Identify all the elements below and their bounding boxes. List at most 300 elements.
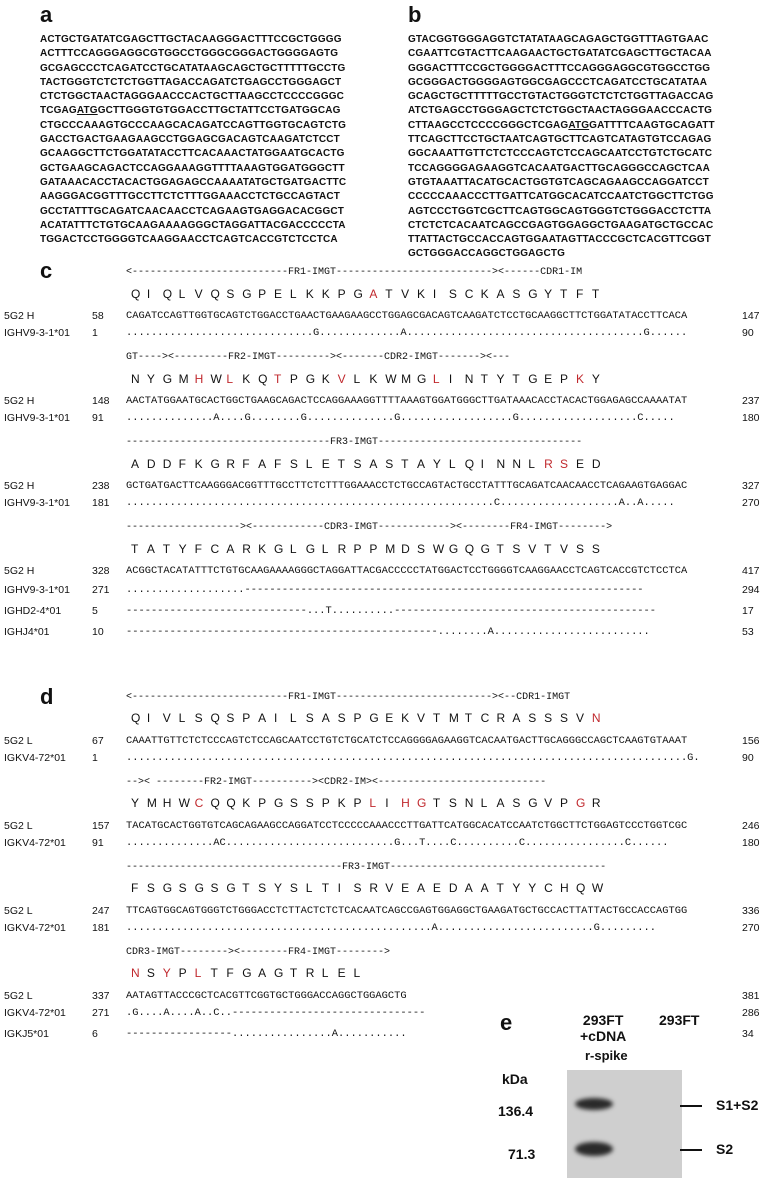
sequence-line: GCGAGCCCTCAGATCCTGCATATAAGCAGCTGCTTTTTGCCTG (40, 62, 346, 74)
panel-b-sequence (408, 33, 758, 262)
amino-acid: C (210, 542, 220, 556)
amino-acid: A (258, 457, 267, 471)
amino-acid-row (131, 966, 369, 980)
nucleotide-sequence: ...................---------------------------------------------------------------- (126, 584, 644, 596)
amino-acid: N (512, 457, 522, 471)
sequence-label: 5G2 H (4, 310, 35, 322)
amino-acid: F (575, 287, 584, 301)
amino-acid: E (274, 287, 283, 301)
amino-acid: G (305, 372, 316, 386)
panel-label-b: b (408, 2, 422, 27)
amino-acid: H (162, 796, 172, 810)
nucleotide-sequence: GCTGATGACTTCAAGGGACGGTTTGCCTTCTCTTTGGAAACCTCTGCCAGTACTGCCTATTTGCAGATCAACAACCTCAGAAGTGAGGAC (126, 480, 688, 492)
amino-acid: N (131, 966, 140, 980)
amino-acid: L (353, 372, 361, 386)
amino-acid: A (417, 457, 426, 471)
amino-acid: S (512, 287, 521, 301)
amino-acid: F (274, 457, 282, 471)
amino-acid: P (369, 542, 378, 556)
band-label-s1s2: S1+S2 (716, 1097, 759, 1113)
position-start: 5 (92, 605, 98, 617)
amino-acid: F (194, 542, 202, 556)
amino-acid: K (242, 796, 251, 810)
position-start: 328 (92, 565, 110, 577)
amino-acid: I (448, 372, 453, 386)
position-start: 91 (92, 837, 104, 849)
amino-acid: G (417, 796, 427, 810)
amino-acid: V (528, 542, 537, 556)
amino-acid: H (560, 881, 569, 895)
amino-acid: Y (162, 966, 171, 980)
amino-acid: T (512, 372, 520, 386)
amino-acid: I (337, 881, 341, 895)
amino-acid: L (194, 966, 202, 980)
amino-acid: D (448, 881, 458, 895)
germline-label: IGHV9-3-1*01 (4, 584, 70, 596)
amino-acid: K (194, 457, 203, 471)
position-start: 10 (92, 626, 104, 638)
amino-acid: F (242, 457, 250, 471)
amino-acid: R (544, 457, 553, 471)
amino-acid: M (401, 372, 412, 386)
amino-acid-row (131, 796, 608, 810)
amino-acid-row (131, 457, 608, 471)
amino-acid: P (321, 796, 330, 810)
amino-acid: T (432, 796, 441, 810)
amino-acid: S (146, 966, 155, 980)
panel-label-d: d (40, 684, 54, 709)
sequence-label: 5G2 H (4, 395, 35, 407)
nucleotide-sequence: TTCAGTGGCAGTGGGTCTGGGACCTCTTACTCTCTCACAATCAGCCGAGTGGAGGCTGAAGATGCTGCCACTTATTACTGCCACCAGTGG (126, 905, 688, 917)
amino-acid: A (258, 966, 267, 980)
sequence-line: ATCTGAGCCTGGGAGCTCTCTGGCTAACTAGGGAACCCACTG (408, 105, 713, 117)
amino-acid: S (289, 881, 298, 895)
position-start: 1 (92, 752, 98, 764)
amino-acid: A (226, 542, 235, 556)
panel-a-sequence (40, 33, 390, 247)
position-start: 238 (92, 480, 110, 492)
sequence-line: GTACGGTGGGAGGTCTATATAAGCAGAGCTGGTTTAGTGAAC (408, 34, 709, 45)
position-start: 1 (92, 327, 98, 339)
sequence-line: GGGACTTTCCGCTGGGGACTTTCCAGGGAGGCGTGGCCTGG (408, 62, 711, 74)
sequence-line: TACTGGGTCTCTCTGGTTAGACCAGATCTGAGCCTGGGAGCT (40, 76, 342, 88)
amino-acid: Q (131, 287, 141, 301)
amino-acid: S (305, 796, 314, 810)
amino-acid: W (591, 881, 604, 895)
amino-acid: L (369, 796, 377, 810)
amino-acid: Q (210, 711, 220, 725)
amino-acid: Q (210, 287, 220, 301)
amino-acid-row (131, 881, 608, 895)
sequence-line: CTTAAGCCTCCCCGGGCTCGAGATGGATTTTCAAGTGCAGATT (408, 119, 715, 131)
amino-acid: K (321, 287, 330, 301)
amino-acid: I (385, 796, 389, 810)
amino-acid: E (385, 711, 394, 725)
amino-acid: G (162, 372, 173, 386)
germline-label: IGKV4-72*01 (4, 922, 66, 934)
germline-label: IGHV9-3-1*01 (4, 327, 70, 339)
amino-acid: D (162, 457, 172, 471)
amino-acid: C (194, 796, 204, 810)
position-start: 271 (92, 1007, 110, 1019)
amino-acid: L (321, 542, 329, 556)
amino-acid: P (560, 372, 569, 386)
sequence-line: GCCTATTTGCAGATCAACAACCTCAGAAGTGAGGACACGGCT (40, 205, 345, 217)
amino-acid: L (289, 287, 297, 301)
sequence-line: CTCTCTCACAATCAGCCGAGTGGAGGCTGAAGATGCTGCCAC (408, 219, 714, 231)
band-label-s2: S2 (716, 1141, 734, 1157)
amino-acid-row (131, 711, 608, 725)
position-end: 34 (742, 1028, 754, 1040)
amino-acid: P (258, 796, 267, 810)
amino-acid: I (432, 287, 437, 301)
amino-acid: A (512, 711, 521, 725)
amino-acid: Q (575, 881, 586, 895)
amino-acid: T (480, 372, 488, 386)
amino-acid: Y (146, 372, 155, 386)
amino-acid: K (305, 287, 314, 301)
amino-acid: R (242, 542, 251, 556)
amino-acid: S (146, 881, 155, 895)
region-annotation: <--------------------------FR1-IMGT--------------------------><--CDR1-IMGT (126, 692, 571, 703)
amino-acid: Q (464, 457, 475, 471)
amino-acid: T (496, 542, 504, 556)
amino-acid: H (401, 796, 410, 810)
lane-label-transfected: 293FT +cDNA (580, 1012, 627, 1044)
amino-acid: T (131, 542, 139, 556)
amino-acid: S (337, 711, 346, 725)
lane-label-control: 293FT (659, 1012, 700, 1028)
nucleotide-sequence: -----------------------------...T..........------------------------------------------ (126, 605, 657, 617)
amino-acid: K (258, 542, 267, 556)
nucleotide-sequence: ...........................................................C...................A..A..... (126, 497, 675, 509)
sequence-line: ACTGCTGATATCGAGCTTGCTACAAGGGACTTTCCGCTGGGG (40, 34, 342, 45)
amino-acid: S (448, 796, 457, 810)
amino-acid: S (528, 711, 537, 725)
amino-acid: T (289, 966, 298, 980)
amino-acid: G (480, 542, 490, 556)
germline-label: IGKV4-72*01 (4, 837, 66, 849)
amino-acid: S (258, 881, 267, 895)
amino-acid: A (369, 457, 378, 471)
amino-acid: P (353, 711, 362, 725)
amino-acid: A (480, 881, 489, 895)
band-pointer-s2 (680, 1149, 702, 1151)
position-start: 6 (92, 1028, 98, 1040)
sequence-line: TGGACTCCTGGGGTCAAGGAACCTCAGTCACCGTCTCCTCA (40, 234, 338, 246)
amino-acid: R (369, 881, 379, 895)
amino-acid: S (591, 542, 600, 556)
amino-acid: Q (464, 542, 475, 556)
amino-acid: G (162, 881, 173, 895)
position-end: 417 (742, 565, 760, 577)
amino-acid: R (305, 966, 315, 980)
position-start: 91 (92, 412, 104, 424)
amino-acid: S (210, 881, 219, 895)
sequence-line: CTGCCCAAAGTGCCCAAGCACAGATCCAGTTGGTGCAGTCTG (40, 119, 347, 131)
sequence-line: GCGGGACTGGGGAGTGGCGAGCCCTCAGATCCTGCATATAA (408, 76, 708, 88)
amino-acid: C (544, 881, 553, 895)
amino-acid: Q (162, 287, 173, 301)
amino-acid: G (448, 542, 459, 556)
amino-acid: P (337, 287, 346, 301)
amino-acid: V (575, 711, 584, 725)
amino-acid: A (464, 881, 473, 895)
amino-acid: L (305, 457, 313, 471)
position-end: 156 (742, 735, 760, 747)
sequence-line: ACTTTCCAGGGAGGCGTGGCCTGGGCGGGACTGGGGAGTG (40, 48, 339, 60)
amino-acid: G (528, 287, 538, 301)
amino-acid: N (464, 796, 474, 810)
germline-label: IGHV9-3-1*01 (4, 497, 70, 509)
amino-acid: T (274, 372, 282, 386)
region-annotation: GT----><---------FR2-IMGT---------><-------CDR2-IMGT-------><--- (126, 352, 511, 363)
band-s2 (575, 1142, 613, 1156)
sequence-line: TCGAGATGGCTTGGGTGTGGACCTTGCTATTCCTGATGGCAG (40, 105, 341, 117)
position-end: 270 (742, 922, 760, 934)
amino-acid: G (369, 711, 379, 725)
position-end: 294 (742, 584, 760, 596)
amino-acid: V (385, 881, 394, 895)
amino-acid: T (385, 287, 393, 301)
sequence-line: GGCAAATTGTTCTCTCCCAGTCTCCAGCAATCCTGTCTGCATC (408, 148, 713, 160)
amino-acid: S (226, 711, 235, 725)
amino-acid: F (226, 966, 234, 980)
position-end: 180 (742, 837, 760, 849)
amino-acid: R (496, 711, 506, 725)
amino-acid: T (432, 711, 441, 725)
amino-acid: A (258, 711, 267, 725)
sequence-line: CCCCCAAACCCTTGATTCATGGCACATCCAATCTGGCTTCTGG (408, 191, 714, 203)
amino-acid: G (305, 542, 316, 556)
position-end: 180 (742, 412, 760, 424)
germline-label: IGHD2-4*01 (4, 605, 62, 617)
amino-acid: S (178, 881, 187, 895)
amino-acid: S (289, 457, 298, 471)
amino-acid: G (274, 796, 284, 810)
amino-acid: W (210, 372, 222, 386)
position-end: 336 (742, 905, 760, 917)
amino-acid: T (162, 542, 171, 556)
amino-acid: K (401, 711, 410, 725)
position-start: 67 (92, 735, 104, 747)
amino-acid: Q (226, 796, 236, 810)
amino-acid: S (353, 457, 362, 471)
amino-acid-row (131, 542, 608, 556)
amino-acid: V (337, 372, 346, 386)
position-end: 286 (742, 1007, 760, 1019)
position-start: 181 (92, 497, 110, 509)
amino-acid: T (401, 457, 409, 471)
amino-acid: E (401, 881, 410, 895)
amino-acid: P (178, 966, 187, 980)
germline-label: IGKV4-72*01 (4, 752, 66, 764)
amino-acid: V (401, 287, 410, 301)
sequence-label: 5G2 L (4, 820, 33, 832)
amino-acid: P (560, 796, 569, 810)
sequence-line: CGAATTCGTACTTCAAGAACTGCTGATATCGAGCTTGCTACAA (408, 48, 712, 60)
amino-acid: Y (512, 881, 521, 895)
sequence-line: TCCAGGGGAGAAGGTCACAATGACTTGCAGGGCCAGCTCAA (408, 162, 711, 174)
amino-acid: K (337, 796, 346, 810)
amino-acid: Q (258, 372, 268, 386)
nucleotide-sequence: AACTATGGAATGCACTGGCTGAAGCAGACTCCAGGAAAGGTTTTAAAGTGGATGGGCTTGATAAACACCTACACTGGAGAGCCAAAATAT (126, 395, 688, 407)
amino-acid: V (560, 542, 569, 556)
position-end: 90 (742, 752, 754, 764)
amino-acid: S (560, 457, 569, 471)
region-annotation: -->< --------FR2-IMGT----------><CDR2-IM><---------------------------- (126, 777, 547, 788)
region-annotation: <--------------------------FR1-IMGT--------------------------><------CDR1-IM (126, 267, 583, 278)
amino-acid: M (146, 796, 157, 810)
amino-acid: Q (131, 711, 141, 725)
amino-acid: S (353, 881, 362, 895)
amino-acid: S (226, 287, 235, 301)
amino-acid: Y (544, 287, 553, 301)
band-s1s2 (575, 1098, 613, 1110)
amino-acid: N (591, 711, 601, 725)
amino-acid: N (464, 372, 474, 386)
amino-acid: S (512, 542, 521, 556)
amino-acid: V (544, 796, 553, 810)
nucleotide-sequence: ..............AC...........................G...T....C..........C................C...... (126, 837, 669, 849)
germline-label: IGHJ4*01 (4, 626, 50, 638)
amino-acid: K (417, 287, 426, 301)
amino-acid: G (274, 542, 284, 556)
amino-acid: S (194, 711, 203, 725)
amino-acid: S (512, 796, 521, 810)
amino-acid: V (417, 711, 426, 725)
germline-label: IGKV4-72*01 (4, 1007, 66, 1019)
amino-acid: K (242, 372, 251, 386)
position-start: 181 (92, 922, 110, 934)
amino-acid: V (162, 711, 171, 725)
amino-acid: P (258, 287, 267, 301)
amino-acid: S (417, 542, 426, 556)
sequence-line: GATAAACACCTACACTGGAGAGCCAAAATATGCTGATGACTTC (40, 176, 347, 188)
blot-image (567, 1070, 682, 1178)
amino-acid: I (146, 711, 151, 725)
nucleotide-sequence: --------------------------------------------------........A......................... (126, 626, 650, 638)
amino-acid: D (591, 457, 601, 471)
sequence-line: TTCAGCTTCCTGCTAATCAGTGCTTCAGTCATAGTGTCCAGAG (408, 134, 712, 146)
sequence-line: GCTGAAGCAGACTCCAGGAAAGGTTTTAAAGTGGATGGGCTT (40, 162, 345, 174)
position-end: 270 (742, 497, 760, 509)
amino-acid: E (321, 457, 330, 471)
amino-acid: E (432, 881, 441, 895)
position-start: 247 (92, 905, 110, 917)
amino-acid: A (146, 542, 155, 556)
amino-acid: Y (178, 542, 187, 556)
amino-acid: T (544, 542, 552, 556)
amino-acid: S (575, 542, 584, 556)
position-start: 148 (92, 395, 110, 407)
amino-acid: S (289, 796, 298, 810)
amino-acid: Y (496, 372, 505, 386)
amino-acid: V (194, 287, 203, 301)
amino-acid: S (385, 457, 394, 471)
sequence-line: GACCTGACTGAAGAAGCCTGGAGCGACAGTCAAGATCTCCT (40, 134, 340, 146)
amino-acid: G (417, 372, 427, 386)
nucleotide-sequence: ..............A....G........G..............G..................G...................C..... (126, 412, 675, 424)
amino-acid: G (210, 457, 220, 471)
amino-acid: K (321, 372, 330, 386)
position-start: 337 (92, 990, 110, 1002)
amino-acid: L (226, 372, 234, 386)
nucleotide-sequence: .G....A....A..C..------------------------------- (126, 1007, 426, 1019)
sequence-label: 5G2 H (4, 480, 35, 492)
amino-acid: P (353, 542, 362, 556)
nucleotide-sequence: CAGATCCAGTTGGTGCAGTCTGGACCTGAACTGAAGAAGCCTGGAGCGACAGTCAAGATCTCCTGCAAGGCTTCTGGATATACCTTCACA (126, 310, 688, 322)
amino-acid: L (289, 542, 297, 556)
amino-acid: K (369, 372, 378, 386)
position-end: 17 (742, 605, 754, 617)
amino-acid: L (289, 711, 297, 725)
sequence-label: 5G2 L (4, 990, 33, 1002)
amino-acid: P (242, 711, 251, 725)
sequence-label: 5G2 L (4, 905, 33, 917)
germline-label: IGHV9-3-1*01 (4, 412, 70, 424)
position-end: 147 (742, 310, 760, 322)
amino-acid: M (178, 372, 189, 386)
amino-acid: S (448, 287, 457, 301)
amino-acid: P (289, 372, 298, 386)
sequence-line: GCAGCTGCTTTTTGCCTGTACTGGGTCTCTCTGGTTAGACCAG (408, 91, 714, 103)
amino-acid: D (401, 542, 410, 556)
amino-acid: T (337, 457, 345, 471)
amino-acid: L (305, 881, 313, 895)
amino-acid: G (575, 796, 586, 810)
amino-acid: L (353, 966, 361, 980)
amino-acid: C (480, 711, 490, 725)
sequence-line: AGTCCCTGGTCGCTTCAGTGGCAGTGGGTCTGGGACCTCTTA (408, 205, 712, 217)
region-annotation: CDR3-IMGT--------><--------FR4-IMGT--------> (126, 947, 391, 958)
amino-acid-row (131, 372, 608, 386)
amino-acid: Y (432, 457, 441, 471)
amino-acid: L (178, 287, 186, 301)
sequence-line: TTATTACTGCCACCAGTGGAATAGTTACCCGCTCACGTTCGGT (408, 234, 712, 246)
sequence-label: 5G2 H (4, 565, 35, 577)
amino-acid: I (480, 457, 484, 471)
amino-acid: A (321, 711, 330, 725)
amino-acid: F (178, 457, 187, 471)
amino-acid: G (242, 966, 252, 980)
position-end: 327 (742, 480, 760, 492)
amino-acid: S (305, 711, 314, 725)
amino-acid: W (178, 796, 190, 810)
amino-acid: E (337, 966, 346, 980)
amino-acid: E (544, 372, 553, 386)
amino-acid: Y (131, 796, 140, 810)
amino-acid: T (560, 287, 568, 301)
amino-acid: T (242, 881, 250, 895)
amino-acid: F (131, 881, 139, 895)
amino-acid: I (146, 287, 151, 301)
start-codon: ATG (76, 105, 98, 117)
amino-acid-row (131, 287, 608, 301)
amino-acid: M (448, 711, 459, 725)
region-annotation: ------------------------------------FR3-IMGT------------------------------------ (126, 862, 607, 873)
antibody-label: r-spike (585, 1048, 628, 1063)
position-start: 271 (92, 584, 110, 596)
position-end: 381 (742, 990, 760, 1002)
amino-acid: L (480, 796, 488, 810)
position-end: 237 (742, 395, 760, 407)
sequence-line: GCTGGGACCAGGCTGGAGCTG (408, 248, 566, 260)
nucleotide-sequence: ..........................................................................................G. (126, 752, 700, 764)
amino-acid: L (448, 457, 456, 471)
nucleotide-sequence: ..............................G.............A......................................G...... (126, 327, 688, 339)
amino-acid: G (242, 287, 252, 301)
